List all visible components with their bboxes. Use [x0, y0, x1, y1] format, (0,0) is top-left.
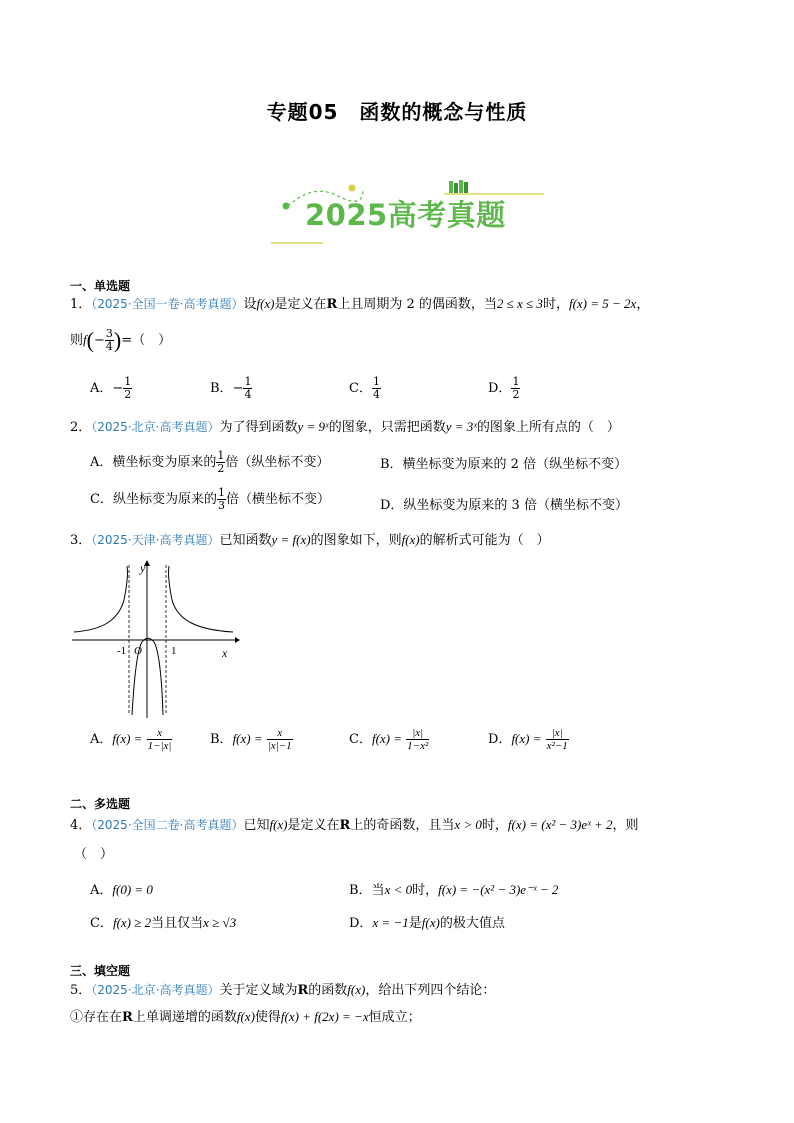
statement-marker: ① [70, 1010, 84, 1025]
question-number: 5． [70, 983, 92, 998]
q5-reals: R [122, 1010, 133, 1025]
q1-text: 则 [70, 333, 84, 348]
q2-option-c[interactable]: C．纵坐标变为原来的 $\frac{1}{3}$ 倍（横坐标不变） [90, 486, 330, 512]
q4-fx: f(x) [269, 817, 288, 832]
graph-neg-one: -1 [117, 645, 127, 657]
question-number: 1． [70, 297, 92, 312]
q1-option-a[interactable]: A．− $\frac{1}{2}$ [90, 375, 132, 401]
q3-text: 的解析式可能为（ ） [419, 533, 550, 548]
question-source: （2025·全国一卷·高考真题） [91, 297, 244, 311]
graph-x-label: x [222, 646, 228, 660]
q2-option-a[interactable]: A．横坐标变为原来的 $\frac{1}{2}$ 倍（纵坐标不变） [90, 449, 330, 475]
q2-text: 的图象，只需把函数 [328, 420, 446, 435]
question-5 [70, 982, 495, 999]
q4-option-b[interactable]: B．当x < 0时，f(x) = −(x² − 3)e⁻ˣ − 2 [349, 882, 559, 898]
q1-option-c[interactable]: C． $\frac{1}{4}$ [349, 375, 380, 401]
q1-fraction: $\frac{3}{4}$ [105, 327, 113, 353]
q5-text: 关于定义域为 [219, 983, 298, 998]
question-source: （2025·全国二卷·高考真题） [91, 818, 244, 832]
page-title: 专题05 函数的概念与性质 [266, 100, 528, 124]
q3-option-d[interactable]: D．f(x) = $\frac{|x|}{\text{x²−1}}$ [488, 727, 568, 752]
q3-text: 的图象如下，则 [310, 533, 402, 548]
question-4-line-1 [70, 817, 639, 834]
q5-text: ，给出下列四个结论： [365, 983, 496, 998]
banner-title: 2025高考真题 [305, 198, 506, 232]
graph-y-label: y [140, 561, 146, 575]
section-single-choice: 一、单选题 [70, 279, 131, 293]
question-number: 3． [70, 533, 92, 548]
q2-func-1: y = 9ˣ [297, 419, 329, 434]
q3-option-a[interactable]: A．f(x) = $\frac{x}{1-|x|}$ [90, 727, 172, 752]
q2-func-2: y = 3ˣ [445, 419, 477, 434]
graph-one: 1 [171, 645, 177, 657]
q2-text: 的图象上所有点的（ ） [476, 420, 620, 435]
q1-text: =（ ） [121, 333, 172, 348]
q1-text: 设 [243, 297, 257, 312]
question-source: （2025·北京·高考真题） [91, 983, 220, 997]
q1-f: f [83, 332, 87, 347]
q3-option-c[interactable]: C．f(x) = $\frac{|x|}{\text{1−x²}}$ [349, 727, 429, 752]
q4-text: 上的奇函数，且当 [350, 818, 455, 833]
question-2 [70, 419, 620, 436]
question-1-line-2: 则f(− $\frac{3}{4}$ )=（ ） [70, 327, 172, 353]
q3-option-b[interactable]: B．f(x) = $\frac{x}{|x|-1}$ [210, 727, 292, 752]
q4-condition: x > 0 [454, 817, 482, 832]
q4-reals: R [339, 818, 351, 833]
q5-fx: f(x) [236, 1009, 255, 1024]
q4-text: 是定义在 [287, 818, 340, 833]
q4-option-d[interactable]: D．x = −1是f(x)的极大值点 [349, 915, 505, 931]
q1-text: ， [636, 297, 650, 312]
q2-option-b[interactable]: B．横坐标变为原来的 2 倍（纵坐标不变） [380, 457, 628, 472]
q1-definition: f(x) = 5 − 2x [568, 296, 637, 311]
q5-reals: R [297, 983, 309, 998]
question-source: （2025·北京·高考真题） [91, 420, 220, 434]
q5-fx: f(x) [347, 982, 366, 997]
q2-text: 为了得到函数 [219, 420, 298, 435]
question-1-line-1 [70, 296, 649, 313]
section-multiple-choice: 二、多选题 [70, 797, 131, 811]
q5-text: 使得 [254, 1010, 281, 1025]
q4-option-a[interactable]: A．f(0) = 0 [90, 882, 153, 898]
q1-text: 时， [542, 297, 569, 312]
q5-text: 上单调递增的函数 [132, 1010, 237, 1025]
q4-option-c[interactable]: C．f(x) ≥ 2当且仅当x ≥ √3 [90, 915, 237, 931]
q4-text: 已知 [243, 818, 270, 833]
q5-equation: f(x) + f(2x) = −x [280, 1009, 369, 1024]
q1-text: 上且周期为 2 的偶函数，当 [337, 297, 497, 312]
q3-fx: f(x) [401, 532, 420, 547]
question-number: 4． [70, 818, 92, 833]
q1-condition: 2 ≤ x ≤ 3 [496, 296, 543, 311]
q3-function-graph [70, 560, 240, 720]
q4-paren: （ ） [74, 847, 114, 862]
q1-text: 是定义在 [274, 297, 327, 312]
question-3 [70, 532, 550, 549]
q3-func: y = f(x) [271, 532, 311, 547]
q4-text: 时， [481, 818, 508, 833]
q4-definition: f(x) = (x² − 3)eˣ + 2 [507, 817, 613, 832]
q1-minus: − [93, 333, 105, 348]
q4-text: ，则 [612, 818, 639, 833]
q1-reals: R [326, 297, 338, 312]
q5-text: 恒成立； [368, 1010, 421, 1025]
q3-text: 已知函数 [219, 533, 272, 548]
q1-option-d[interactable]: D． $\frac{1}{2}$ [488, 375, 520, 401]
q1-fx: f(x) [256, 296, 275, 311]
section-fill-in: 三、填空题 [70, 964, 131, 978]
q1-option-b[interactable]: B．− $\frac{1}{4}$ [210, 375, 252, 401]
q5-text: 的函数 [308, 983, 348, 998]
q5-text: 存在在 [83, 1010, 123, 1025]
question-source: （2025·天津·高考真题） [91, 533, 220, 547]
q5-statement-1 [70, 1009, 421, 1026]
graph-origin: O [134, 645, 142, 657]
q2-option-d[interactable]: D．纵坐标变为原来的 3 倍（横坐标不变） [380, 498, 628, 513]
question-number: 2． [70, 420, 92, 435]
